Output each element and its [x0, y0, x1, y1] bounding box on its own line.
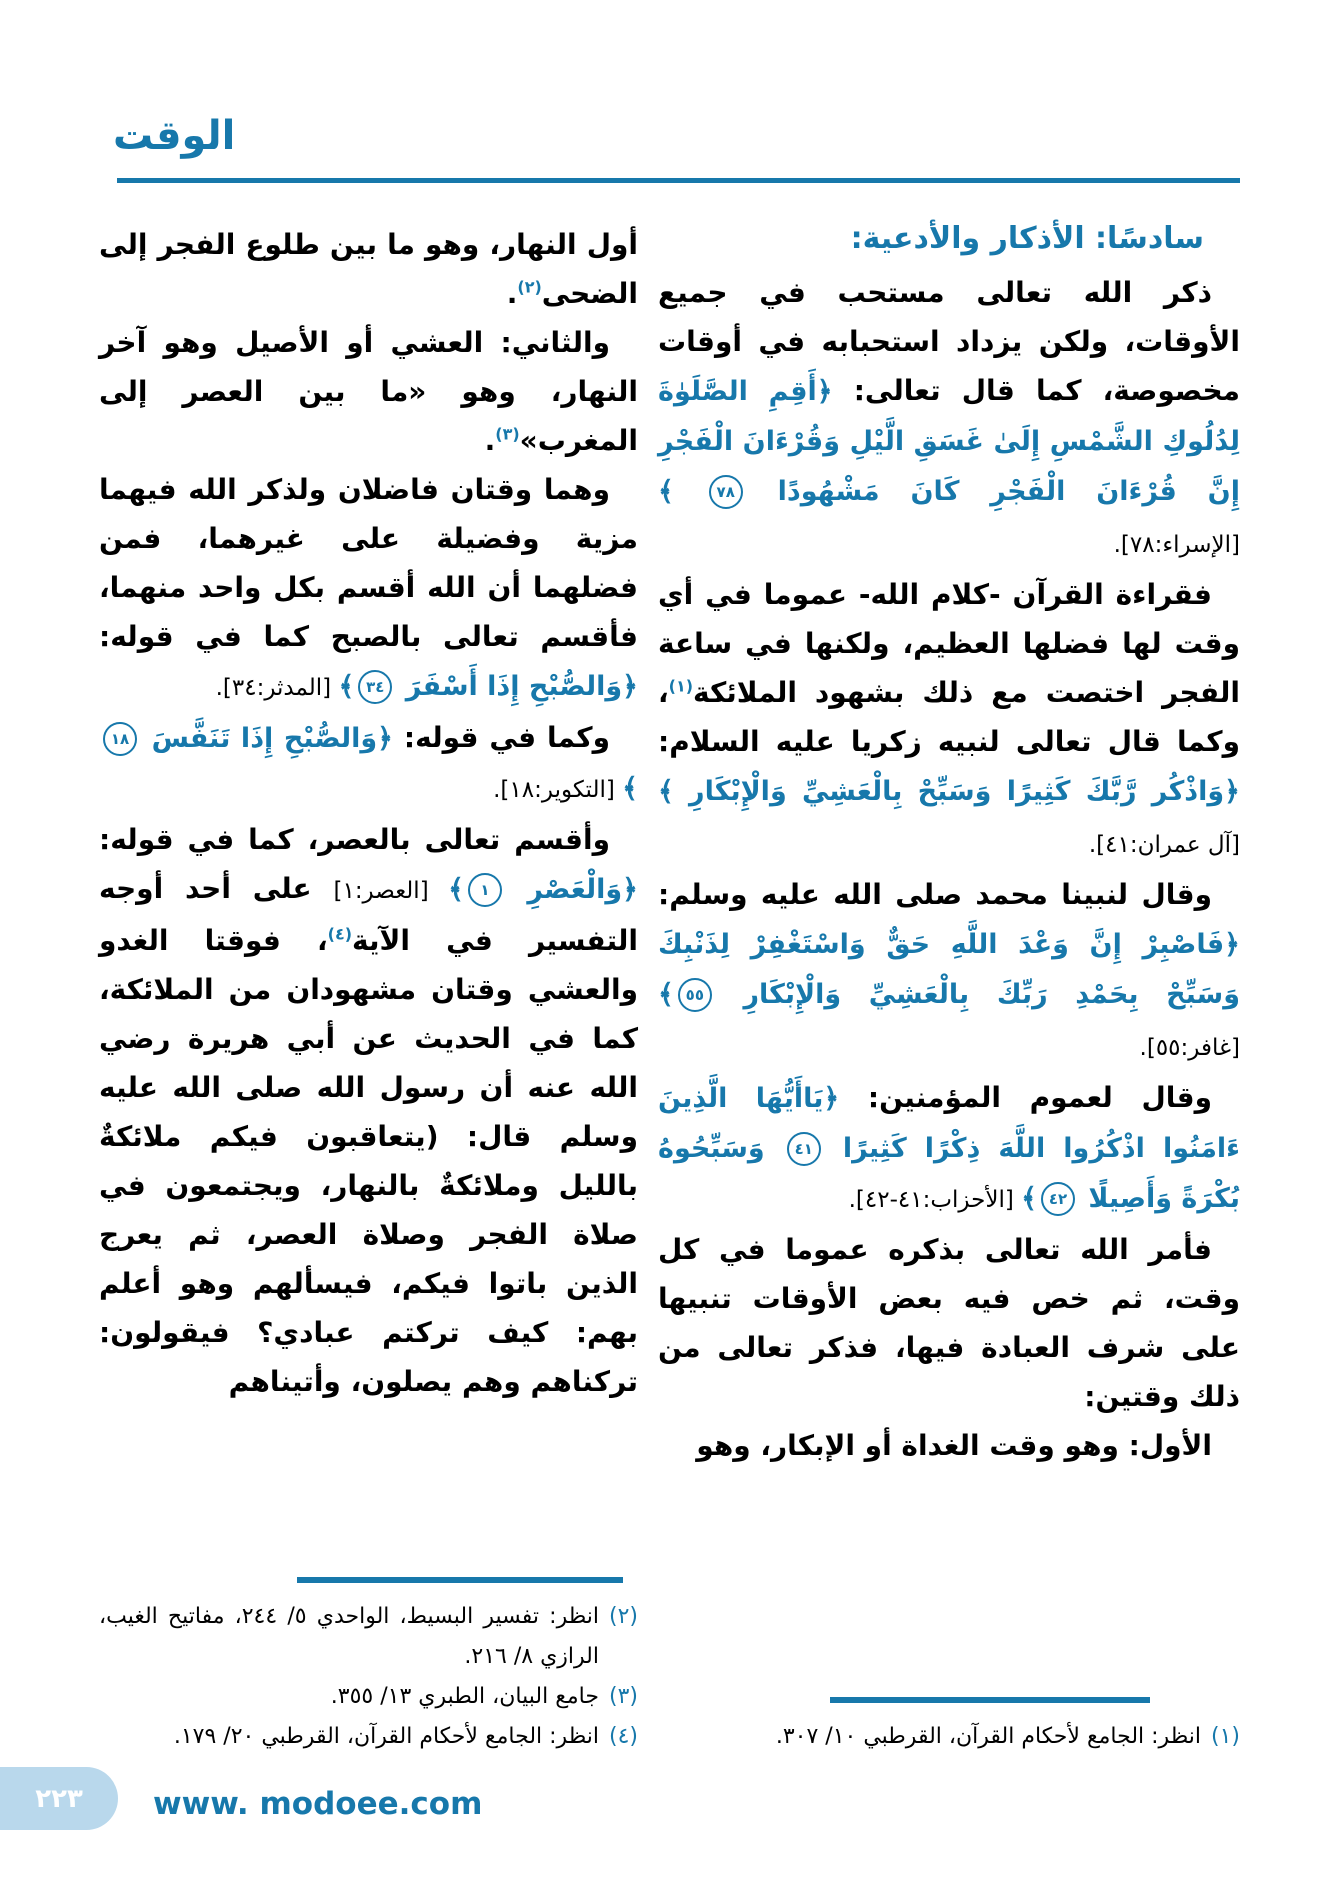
footnote-number: (٢) [608, 1604, 638, 1629]
verse-citation: [غافر:٥٥]. [1139, 1035, 1240, 1061]
body-text: ذكر الله تعالى مستحب في جميع الأوقات، ولكن يزداد استحبابه في أوقات مخصوصة، كما قال تعالى: [658, 276, 1240, 407]
body-text: فأمر الله تعالى بذكره عموما في كل وقت، ثم خص فيه بعض الأوقات تنبيها على شرف العبادة فيها، فذكر تعالى من ذلك وقتين: [658, 1233, 1240, 1413]
quran-verse: ﴾ [658, 979, 674, 1010]
column-left [99, 210, 638, 1757]
para-asr-oath-hadith [99, 815, 638, 1406]
footnote-divider [297, 1577, 623, 1583]
quran-verse: ﴿وَالصُّبْحِ إِذَا أَسْفَرَ [396, 671, 638, 702]
bold-body-text: الأول: [1118, 1429, 1212, 1462]
quran-verse: ﴾ [658, 476, 705, 507]
column-right [658, 210, 1240, 1757]
quran-verse: ﴿أَقِمِ الصَّلَوٰةَ لِدُلُوكِ الشَّمْسِ إِلَىٰ غَسَقِ الَّيْلِ وَقُرْءَانَ الْفَجْرِ إِنَّ قُرْءَانَ الْفَجْرِ كَانَ مَشْهُودًا [658, 376, 1240, 507]
body-text: وقال لنبينا محمد صلى الله عليه وسلم: [658, 878, 1212, 911]
footnote-text: انظر: تفسير البسيط، الواحدي ٥/ ٢٤٤، مفاتيح الغيب، الرازي ٨/ ٢١٦. [99, 1604, 599, 1669]
para-prophet-muhammad [658, 870, 1240, 1073]
para-all-believers [658, 1073, 1240, 1225]
ayah-number-ornament: ١٨ [103, 722, 137, 756]
page-header-title: الوقت [113, 113, 236, 159]
para-subh-tanaffasa [99, 713, 638, 815]
footnote-list-left [99, 1597, 638, 1757]
body-text: وأقسم تعالى بالعصر، كما في قوله: [99, 823, 610, 856]
body-text: وهما وقتان فاضلان ولذكر الله فيهما مزية وفضيلة على غيرهما، فمن فضلهما أن الله أقسم بكل واحد منهما، فأقسم تعالى بالصبح كما في قوله: [99, 473, 638, 653]
verse-citation: [الإسراء:٧٨]. [1113, 532, 1240, 558]
footnotes-right [658, 1697, 1240, 1757]
footnote-divider [830, 1697, 1150, 1703]
body-text: ، وكما قال تعالى لنبيه زكريا عليه السلام: [658, 676, 1240, 758]
body-text: أول النهار، وهو ما بين طلوع الفجر إلى الضحى [99, 228, 638, 310]
verse-citation: [المدثر:٣٤]. [215, 675, 339, 701]
quran-verse: ﴾ [1021, 1183, 1037, 1214]
footnotes-left [99, 1577, 638, 1757]
para-second-time [99, 318, 638, 465]
body-text: وكما في قوله: [392, 721, 610, 754]
footnote-item [99, 1677, 638, 1717]
footnote-ref: (٤) [327, 924, 353, 944]
ayah-number-ornament: ٥٥ [678, 978, 712, 1012]
para-first-time-continuation [99, 220, 638, 318]
body-text: ، فوقتا الغدو والعشي وقتان مشهودان من الملائكة، كما في الحديث عن أبي هريرة رضي الله عنه أن رسول الله صلى الله عليه وسلم قال: [99, 924, 638, 1153]
section-heading: سادسًا: الأذكار والأدعية: [850, 221, 1204, 256]
verse-citation: [الأحزاب:٤١-٤٢]. [848, 1187, 1022, 1213]
footnote-ref: (٣) [495, 424, 520, 444]
body-text: فقراءة القرآن -كلام الله- عموما في أي وقت لها فضلها العظيم، ولكنها في ساعة الفجر اختصت مع ذلك بشهود الملائكة [658, 578, 1240, 709]
footnote-ref: (٢) [517, 277, 542, 297]
ayah-number-ornament: ١ [468, 873, 502, 907]
para-quran-fajr-angels [658, 570, 1240, 870]
footnote-number: (٤) [608, 1724, 638, 1749]
quran-verse: ﴿وَالْعَصْرِ [505, 874, 638, 905]
footnote-item [99, 1597, 638, 1677]
verse-citation: [العصر:١] [333, 878, 449, 904]
bold-body-text: (يتعاقبون فيكم ملائكةٌ بالليل وملائكةٌ بالنهار، ويجتمعون في صلاة الفجر وصلاة العصر، ثم يعرج الذين باتوا فيكم، فيسألهم وهو أعلم بهم: كيف تركتم عبادي؟ فيقولون: تركناهم وهم يصلون، وأتيناهم [99, 1120, 638, 1398]
para-two-virtuous-times [99, 465, 638, 713]
para-dhikr-recommended [658, 268, 1240, 570]
verse-citation: [آل عمران:٤١]. [1088, 832, 1240, 858]
footnote-number: (٣) [608, 1684, 638, 1709]
ayah-number-ornament: ٧٨ [709, 475, 743, 509]
footnote-item [99, 1717, 638, 1757]
header-rule [117, 178, 1240, 183]
website-url: www. modoee.com [153, 1786, 483, 1822]
quran-verse: ﴾ [448, 874, 464, 905]
footnote-text: جامع البيان، الطبري ١٣/ ٣٥٥. [330, 1684, 599, 1709]
footnote-ref: (١) [668, 676, 694, 696]
bold-body-text: والثاني: [483, 326, 610, 359]
para-first-time [658, 1421, 1240, 1470]
page-number-pill [0, 1767, 118, 1830]
bold-body-text: وهو وقت الغداة أو الإبكار، وهو [696, 1429, 1119, 1462]
quran-verse: ﴾ [338, 671, 355, 702]
footnote-number: (١) [1210, 1724, 1240, 1749]
body-text: على أحد أوجه التفسير في الآية [99, 872, 638, 957]
ayah-number-ornament: ٤٢ [1041, 1182, 1075, 1216]
quran-verse: وَسَبِّحُوهُ بُكْرَةً وَأَصِيلًا [658, 1133, 1240, 1214]
column-left-paragraphs [99, 220, 638, 1406]
ayah-number-ornament: ٤١ [787, 1132, 821, 1166]
quran-verse: ﴿وَاذْكُر رَّبَّكَ كَثِيرًا وَسَبِّحْ بِالْعَشِيِّ وَالْإِبْكَارِ ﴾ [658, 776, 1240, 807]
quran-verse: ﴾ [622, 773, 638, 804]
verse-citation: [التكوير:١٨]. [493, 777, 623, 803]
body-text: . [484, 424, 496, 457]
page-number: ٢٢٣ [35, 1783, 83, 1814]
footnote-list-right [658, 1717, 1240, 1757]
text-columns [99, 210, 1240, 1757]
footnote-text: انظر: الجامع لأحكام القرآن، القرطبي ٢٠/ ١٧٩. [173, 1724, 599, 1749]
column-right-paragraphs [658, 268, 1240, 1470]
body-text: العشي أو الأصيل وهو آخر النهار، وهو «ما بين العصر إلى المغرب» [99, 326, 638, 457]
body-text: وقال لعموم المؤمنين: [839, 1081, 1213, 1114]
para-general-command [658, 1225, 1240, 1421]
quran-verse: ﴿يَاأَيُّهَا الَّذِينَ ءَامَنُوا اذْكُرُوا اللَّهَ ذِكْرًا كَثِيرًا [658, 1083, 1240, 1164]
quran-verse: ﴿فَاصْبِرْ إِنَّ وَعْدَ اللَّهِ حَقٌّ وَاسْتَغْفِرْ لِذَنْبِكَ وَسَبِّحْ بِحَمْدِ رَبِّكَ بِالْعَشِيِّ وَالْإِبْكَارِ [658, 929, 1240, 1010]
footnote-text: انظر: الجامع لأحكام القرآن، القرطبي ١٠/ ٣٠٧. [775, 1724, 1201, 1749]
footnote-item [658, 1717, 1240, 1757]
body-text: . [506, 277, 518, 310]
ayah-number-ornament: ٣٤ [358, 670, 392, 704]
quran-verse: ﴿وَالصُّبْحِ إِذَا تَنَفَّسَ [141, 723, 393, 754]
